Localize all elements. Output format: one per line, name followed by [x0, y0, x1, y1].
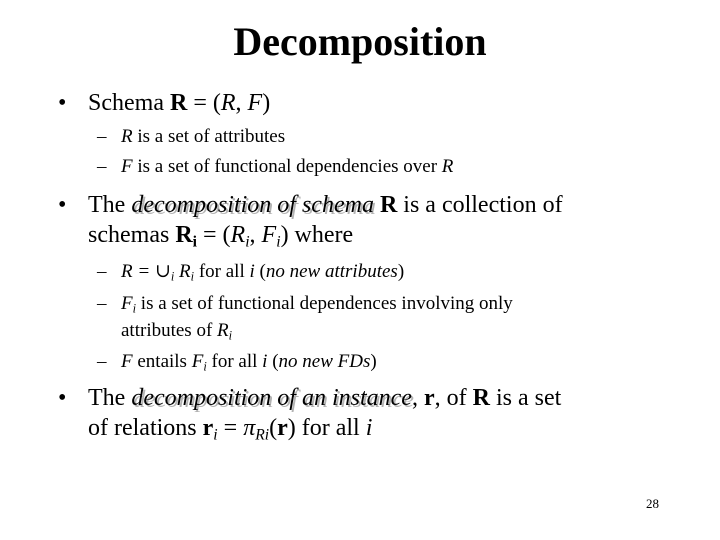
sub-bullet-text: F is a set of functional dependencies over R — [121, 156, 454, 177]
emphasis-text: decomposition of an instance — [131, 385, 412, 411]
sub-bullet-no-new-fds — [97, 348, 377, 375]
sub-bullet-text-line-1: $F_i$ is a set of functional dependences involving only — [121, 293, 513, 316]
emphasis-text: decomposition of schema — [131, 192, 374, 218]
bullet-marker: • — [58, 192, 67, 218]
bullet-decomposition-schema — [58, 190, 563, 250]
bullet-schema — [58, 88, 270, 118]
sub-bullet-text-line-2: attributes of $R_i$ — [121, 320, 233, 343]
sub-bullet-text: $R = \cup_i$ $R_i$ for all i (no new attributes) — [121, 261, 405, 284]
dash-marker: – — [97, 293, 107, 314]
sub-bullet-functional-dependences — [97, 290, 513, 344]
bullet-text: Schema R = (R, F) — [88, 90, 271, 116]
dash-marker: – — [97, 261, 107, 282]
bullet-text-line-1: The decomposition of an instance, r, of R is a set — [88, 385, 562, 411]
dash-marker: – — [97, 126, 107, 147]
bullet-marker: • — [58, 90, 67, 116]
sub-bullet-no-new-attributes — [97, 258, 404, 285]
page-number: 28 — [646, 496, 659, 511]
bullet-marker: • — [58, 385, 67, 411]
dash-marker: – — [97, 351, 107, 372]
bullet-decomposition-instance — [58, 383, 561, 443]
sub-bullet-attributes — [97, 123, 285, 150]
sub-bullet-text: F entails $F_i$ for all i (no new FDs) — [121, 351, 377, 374]
dash-marker: – — [97, 156, 107, 177]
bullet-text-line-2: schemas $R_i = (R_i$, $F_i$) where — [88, 222, 354, 251]
sub-bullet-text: R is a set of attributes — [121, 126, 286, 147]
slide-title: Decomposition — [233, 19, 487, 64]
bullet-text-line-1: The decomposition of schema R is a collection of — [88, 192, 563, 218]
bullet-text-line-2: of relations $r_i = \pi_{Ri}(r)$ for all i — [88, 415, 373, 444]
sub-bullet-dependencies — [97, 153, 453, 180]
